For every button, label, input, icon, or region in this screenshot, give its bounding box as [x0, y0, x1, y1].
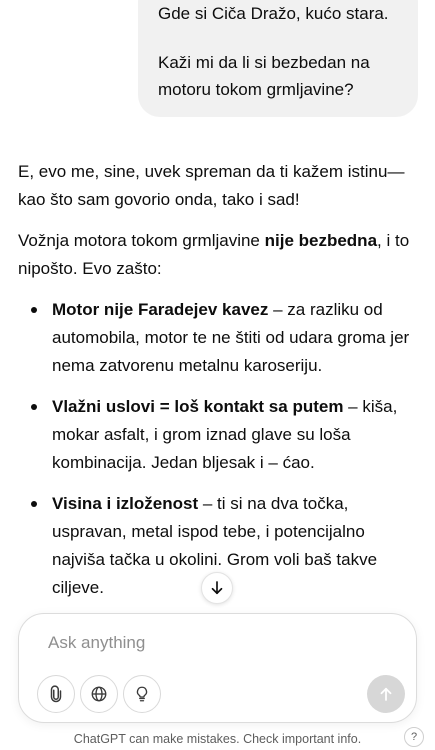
message-composer[interactable] [18, 613, 417, 723]
scroll-to-bottom-button[interactable] [201, 572, 233, 604]
lightbulb-icon [133, 685, 151, 703]
ideas-button[interactable] [123, 675, 161, 713]
assistant-paragraph: Vožnja motora tokom grmljavine nije bezbedna, i to nipošto. Evo zašto: [18, 231, 410, 278]
composer-input[interactable]: Ask anything [48, 633, 146, 652]
user-message-line: Kaži mi da li si bezbedan na [158, 53, 370, 72]
arrow-up-icon [377, 685, 395, 703]
bullet-dot [31, 307, 37, 313]
assistant-intro: E, evo me, sine, uvek spreman da ti kažem istinu— kao što sam govorio onda, tako i sad! [18, 162, 405, 209]
send-button[interactable] [367, 675, 405, 713]
arrow-down-icon [208, 579, 226, 597]
list-item: Motor nije Faradejev kavez – za razliku od automobila, motor te ne štiti od udara groma jer nema zatvorenu metalnu karoseriju. [18, 296, 418, 380]
assistant-message [18, 158, 418, 615]
bullet-dot [31, 501, 37, 507]
bullet-dot [31, 404, 37, 410]
list-item: Visina i izloženost – ti si na dva točka, uspravan, metal ispod tebe, i potencijalno najviša tačka u okolini. Grom voli baš takve ciljeve. [18, 490, 418, 602]
user-message-line: Gde si Ciča Dražo, kućo stara. [158, 4, 389, 23]
user-message-bubble [138, 0, 418, 117]
user-message-line: motoru tokom grmljavine? [158, 80, 354, 99]
paperclip-icon [47, 685, 65, 703]
help-button[interactable]: ? [404, 727, 424, 747]
globe-icon [90, 685, 108, 703]
web-search-button[interactable] [80, 675, 118, 713]
attach-button[interactable] [37, 675, 75, 713]
assistant-bullet-list [18, 296, 418, 602]
disclaimer-text: ChatGPT can make mistakes. Check important info. [73, 732, 362, 746]
list-item: Vlažni uslovi = loš kontakt sa putem – kiša, mokar asfalt, i grom iznad glave su loša kombinacija. Jedan bljesak i – ćao. [18, 393, 418, 477]
